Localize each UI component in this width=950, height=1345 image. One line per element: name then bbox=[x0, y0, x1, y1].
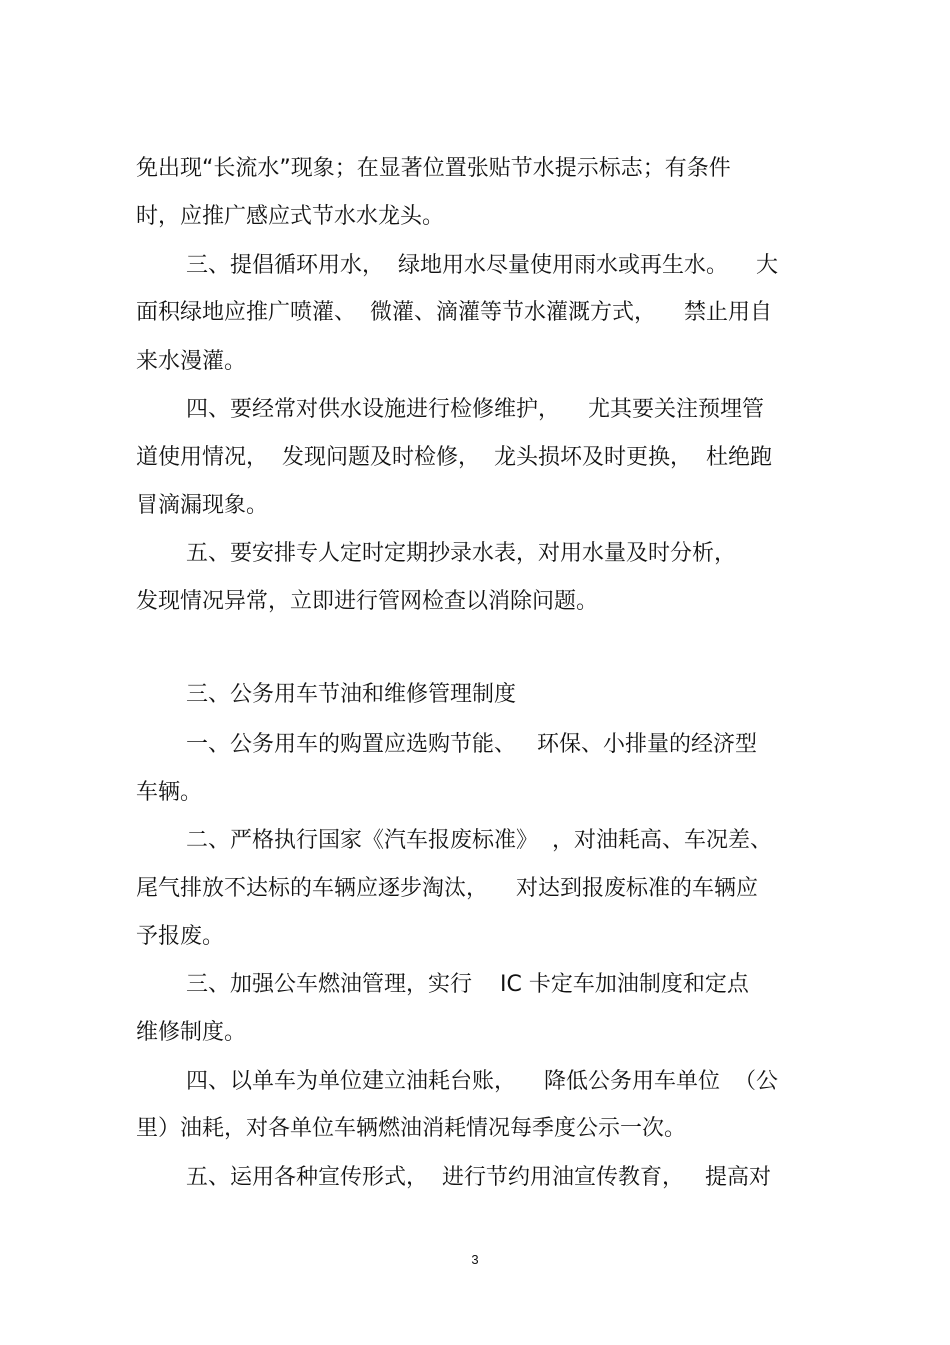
text-line-19: 四、以单车为单位建立油耗台账， 降低公务用车单位 （公 bbox=[186, 1069, 778, 1094]
text-line-2: 时，应推广感应式节水水龙头。 bbox=[136, 204, 445, 229]
text-line-10: 发现情况异常，立即进行管网检查以消除问题。 bbox=[136, 589, 599, 614]
text-line-5: 来水漫灌。 bbox=[136, 349, 247, 374]
text-line-14: 二、严格执行国家《汽车报废标准》 ，对油耗高、车况差、 bbox=[186, 828, 772, 853]
text-line-17: 三、加强公车燃油管理，实行 IC 卡定车加油制度和定点 bbox=[186, 972, 749, 997]
text-line-7: 道使用情况， 发现问题及时检修， 龙头损坏及时更换， 杜绝跑 bbox=[136, 445, 772, 470]
text-line-12: 一、公务用车的购置应选购节能、 环保、小排量的经济型 bbox=[186, 732, 757, 757]
text-line-9: 五、要安排专人定时定期抄录水表，对用水量及时分析， bbox=[186, 541, 737, 566]
text-line-18: 维修制度。 bbox=[136, 1020, 247, 1045]
text-line-21: 五、运用各种宣传形式， 进行节约用油宣传教育， 提高对 bbox=[186, 1165, 771, 1190]
text-line-6: 四、要经常对供水设施进行检修维护， 尤其要关注预埋管 bbox=[186, 397, 764, 422]
text-line-16: 予报废。 bbox=[136, 924, 225, 949]
section-heading: 三、公务用车节油和维修管理制度 bbox=[186, 682, 517, 707]
text-line-4: 面积绿地应推广喷灌、 微灌、滴灌等节水灌溉方式， 禁止用自 bbox=[136, 300, 772, 325]
text-line-13: 车辆。 bbox=[136, 780, 203, 805]
text-line-20: 里）油耗，对各单位车辆燃油消耗情况每季度公示一次。 bbox=[136, 1116, 687, 1141]
text-line-3: 三、提倡循环用水， 绿地用水尽量使用雨水或再生水。 大 bbox=[186, 253, 778, 278]
text-line-1: 免出现“长流水”现象；在显著位置张贴节水提示标志；有条件 bbox=[136, 156, 731, 181]
page-number: 3 bbox=[471, 1252, 479, 1267]
text-line-15: 尾气排放不达标的车辆应逐步淘汰， 对达到报废标准的车辆应 bbox=[136, 876, 758, 901]
text-line-8: 冒滴漏现象。 bbox=[136, 493, 269, 518]
